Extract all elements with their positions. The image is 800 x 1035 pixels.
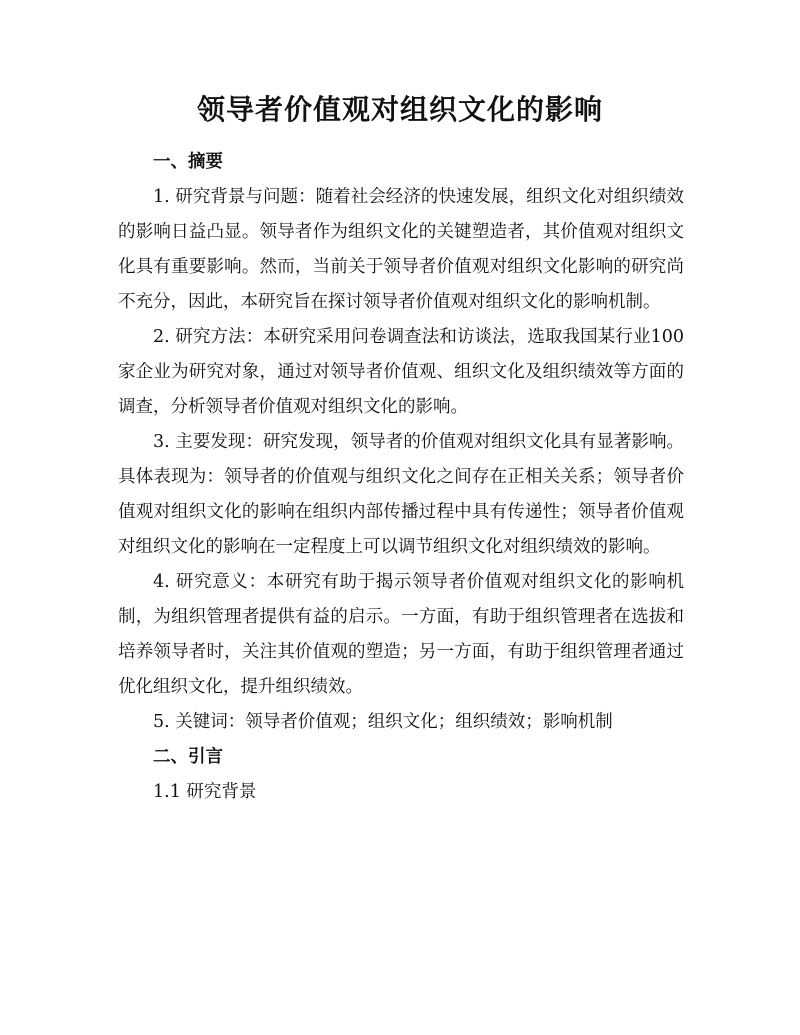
- section-heading-introduction: 二、引言: [153, 747, 223, 767]
- abstract-item-background: 1. 研究背景与问题：随着社会经济的快速发展，组织文化对组织绩效的影响日益凸显。领导者作为组织文化的关键塑造者，其价值观对组织文化具有重要影响。然而，当前关于领导者价值观对组织文化影响的研究尚不充分，因此，本研究旨在探讨领导者价值观对组织文化的影响机制。: [118, 187, 684, 312]
- document-body: [118, 145, 684, 810]
- abstract-item-method: 2. 研究方法：本研究采用问卷调查法和访谈法，选取我国某行业100家企业为研究对象，通过对领导者价值观、组织文化及组织绩效等方面的调查，分析领导者价值观对组织文化的影响。: [118, 327, 684, 417]
- abstract-item-keywords: 5. 关键词：领导者价值观；组织文化；组织绩效；影响机制: [153, 712, 613, 732]
- abstract-item-significance: 4. 研究意义：本研究有助于揭示领导者价值观对组织文化的影响机制，为组织管理者提供有益的启示。一方面，有助于组织管理者在选拔和培养领导者时，关注其价值观的塑造；另一方面，有助于组织管理者通过优化组织文化，提升组织绩效。: [118, 572, 684, 697]
- section-heading-abstract: 一、摘要: [153, 152, 223, 172]
- abstract-item-findings: 3. 主要发现：研究发现，领导者的价值观对组织文化具有显著影响。具体表现为：领导者的价值观与组织文化之间存在正相关关系；领导者价值观对组织文化的影响在组织内部传播过程中具有传递性；领导者价值观对组织文化的影响在一定程度上可以调节组织文化对组织绩效的影响。: [118, 432, 684, 557]
- document-title: 领导者价值观对组织文化的影响: [196, 93, 603, 126]
- subsection-heading-background: 1.1 研究背景: [153, 782, 257, 802]
